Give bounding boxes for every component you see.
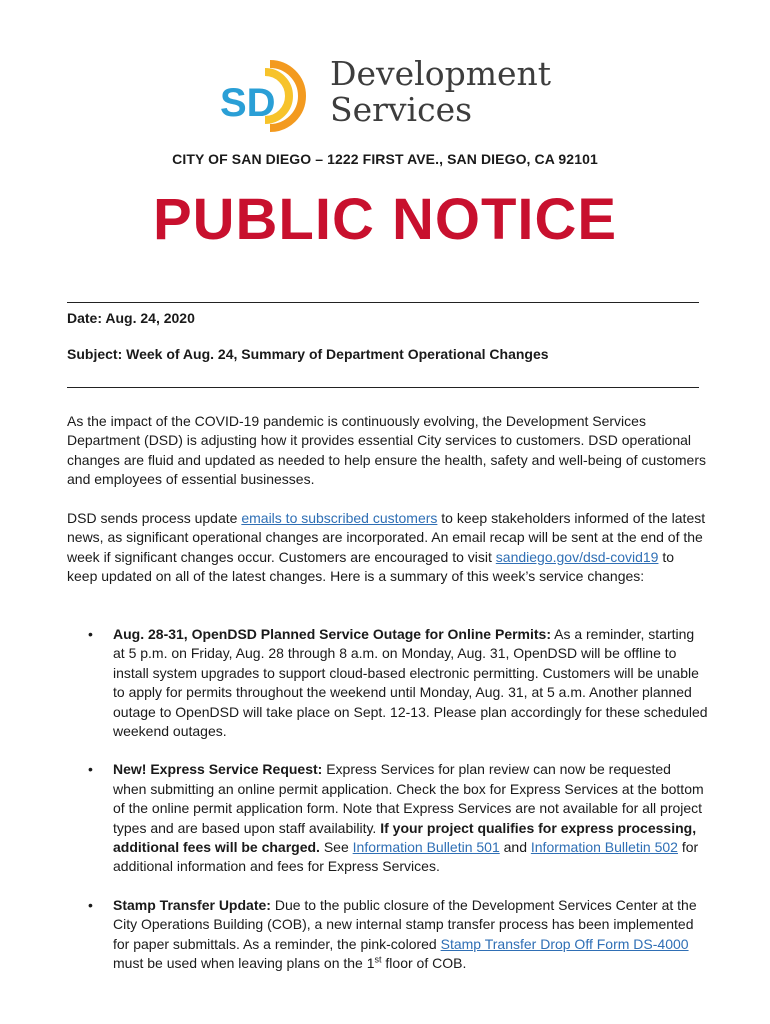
bullet-2-text-c: See (319, 839, 353, 856)
divider-bottom (67, 387, 699, 388)
intro-paragraph-1: As the impact of the COVID-19 pandemic is continuously evolving, the Development Services Department (DSD) is adjusting how it provides essential City services to customers. DSD operational changes are fluid and updated as needed to help ensure the health, safety and well-being of customers and employees of essential businesses. (67, 413, 706, 488)
sd-logo-icon (218, 56, 318, 136)
bullet-3-text-c: floor of COB. (381, 955, 467, 972)
list-item (88, 760, 708, 876)
bullet-1-text: As a reminder, starting at 5 p.m. on Friday, Aug. 28 through 8 a.m. on Monday, Aug. 31, OpenDSD will be offline to install system upgrades to support cloud-based electronic permitting. Customers will be unable to apply for permits throughout the weekend until Monday, Aug. 31, at 5 a.m. Another planned outage to OpenDSD will take place on Sept. 12-13. Please plan accordingly for these scheduled weekend outages. (113, 626, 708, 740)
divider-top (67, 302, 699, 303)
bullet-3-text-b: must be used when leaving plans on the 1 (113, 955, 375, 972)
address-line: CITY OF SAN DIEGO – 1222 FIRST AVE., SAN DIEGO, CA 92101 (172, 151, 598, 167)
bullet-icon: • (88, 896, 93, 913)
service-changes-list (88, 625, 708, 993)
p2-text-a: DSD sends process update (67, 510, 242, 526)
logo-line-1: Development (330, 54, 552, 93)
subject-line: Subject: Week of Aug. 24, Summary of Department Operational Changes (67, 346, 549, 362)
bullet-icon: • (88, 626, 93, 642)
info-bulletin-501-link[interactable]: Information Bulletin 501 (352, 839, 500, 856)
logo-initials: SD (220, 81, 276, 125)
bullet-2-text-d: and (499, 839, 531, 856)
stamp-transfer-form-link[interactable]: Stamp Transfer Drop Off Form DS-4000 (440, 935, 689, 952)
p2-text-b: to keep stakeholders informed of the latest news, as significant operational changes are incorporated. An email recap will be sent at the end of the week if significant changes occur. Customers are encouraged to visit (67, 510, 706, 565)
development-services-logo (218, 56, 558, 136)
info-bulletin-502-link[interactable]: Information Bulletin 502 (530, 839, 678, 856)
list-item (88, 896, 708, 974)
list-item (88, 625, 708, 741)
bullet-2-fees-note: If your project qualifies for express processing, additional fees will be charged. (113, 819, 697, 856)
bullet-icon: • (88, 761, 93, 778)
subscribed-emails-link[interactable]: emails to subscribed customers (241, 510, 438, 526)
logo-wordmark (330, 56, 551, 128)
bullet-3-superscript: st (374, 954, 382, 965)
bullet-2-heading: New! Express Service Request: (113, 761, 323, 778)
page-title: PUBLIC NOTICE (152, 187, 618, 252)
bullet-2-text-e: for additional information and fees for Express Services. (113, 839, 699, 875)
date-line: Date: Aug. 24, 2020 (67, 310, 195, 326)
p2-text-c: to keep updated on all of the latest changes. Here is a summary of this week’s service changes: (67, 548, 675, 585)
bullet-2-text-a: Express Services for plan review can now be requested when submitting an online permit application. Check the box for Express Services at the bottom of the online permit application form. Note that Express Services are not available for all project types and are based upon staff availability. (113, 761, 704, 836)
bullet-3-text-a: Due to the public closure of the Development Services Center at the City Operations Building (COB), a new internal stamp transfer process has been implemented for paper submittals. As a reminder, the pink-colored (113, 896, 697, 952)
bullet-1-heading: Aug. 28-31, OpenDSD Planned Service Outage for Online Permits: (113, 626, 551, 642)
bullet-3-heading: Stamp Transfer Update: (113, 896, 271, 913)
logo-line-2: Services (330, 90, 473, 129)
intro-paragraph-2 (67, 509, 707, 587)
dsd-covid19-link[interactable]: sandiego.gov/dsd-covid19 (495, 548, 659, 565)
